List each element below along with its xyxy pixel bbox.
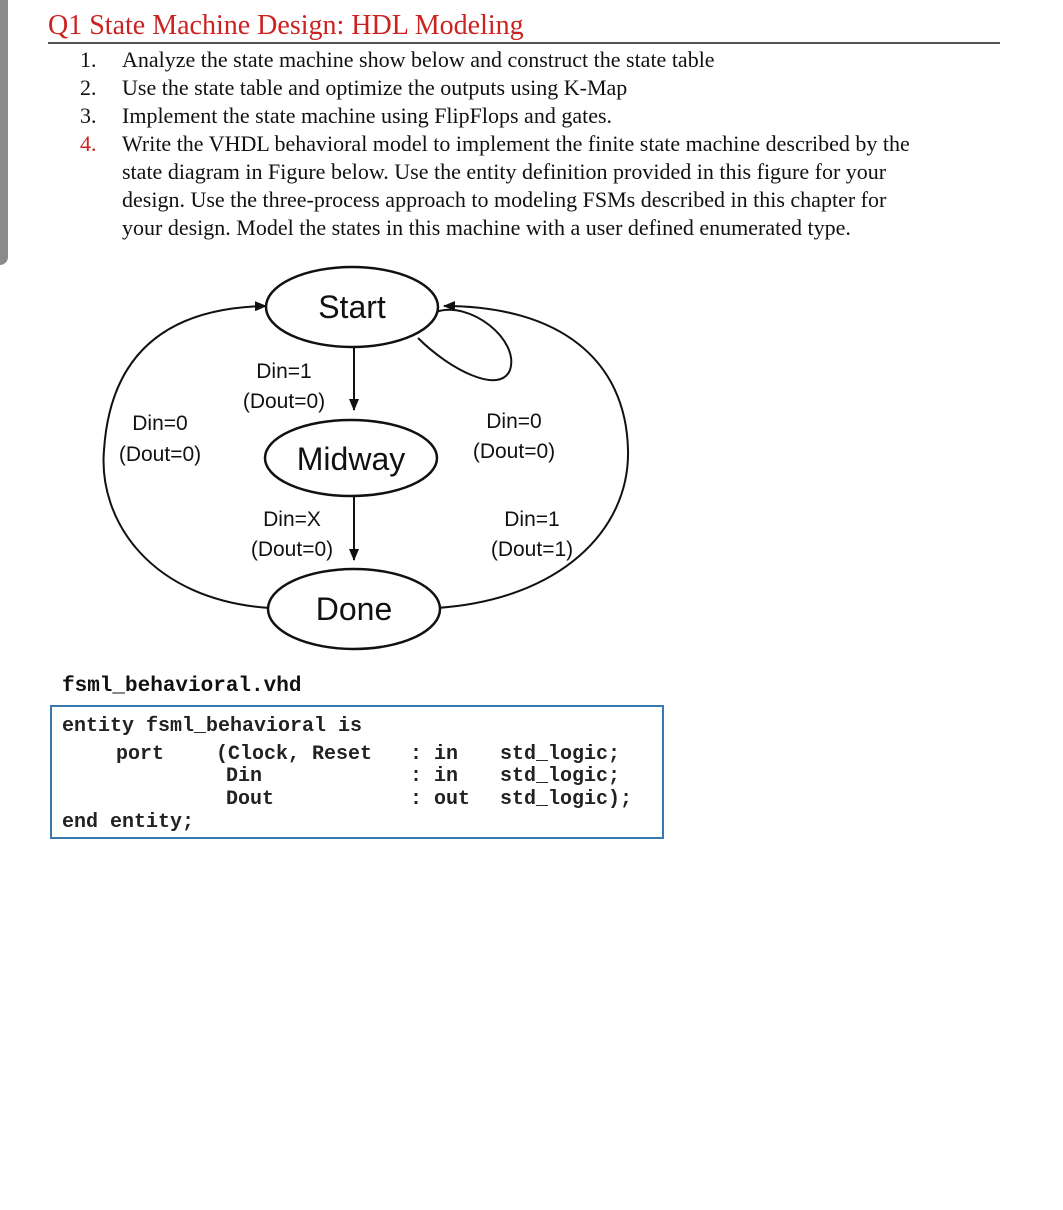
code-port-signal: Din (226, 765, 263, 788)
code-port-signal: (Clock, Reset (216, 743, 373, 766)
code-entity-line: entity fsml_behavioral is (62, 715, 363, 738)
task-item (72, 46, 1002, 74)
task-text-line: your design. Model the states in this machine with a user defined enumerated type. (122, 215, 851, 240)
task-text: Analyze the state machine show below and construct the state table (122, 47, 715, 72)
label-done-to-start-output: (Dout=1) (490, 538, 574, 561)
label-midway-to-start-input: Din=0 (132, 412, 188, 435)
task-text: Use the state table and optimize the outputs using K-Map (122, 75, 628, 100)
task-list (72, 46, 1002, 242)
label-start-to-midway-input: Din=1 (256, 360, 312, 383)
label-midway-to-done-output: (Dout=0) (250, 538, 334, 561)
code-port-direction: : in (410, 765, 459, 788)
state-start-label: Start (318, 289, 386, 325)
left-edge-bar (0, 0, 8, 265)
label-start-self-input: Din=0 (486, 410, 542, 433)
title-underline (48, 42, 1000, 44)
task-number: 2. (80, 75, 97, 100)
code-port-direction: : in (410, 743, 459, 766)
code-port-direction: : out (410, 788, 471, 811)
state-diagram (0, 250, 1063, 670)
task-number: 4. (80, 131, 97, 156)
code-end-line: end entity; (62, 811, 195, 834)
code-port-type: std_logic; (500, 765, 621, 788)
code-file-name: fsml_behavioral.vhd (62, 675, 302, 698)
state-midway-label: Midway (296, 441, 406, 477)
code-port-type: std_logic); (500, 788, 633, 811)
code-port-type: std_logic; (500, 743, 621, 766)
label-start-to-midway-output: (Dout=0) (242, 390, 326, 413)
task-text: Implement the state machine using FlipFlops and gates. (122, 103, 613, 128)
task-item (72, 74, 1002, 102)
task-text-line: design. Use the three-process approach to modeling FSMs described in this chapter for (122, 187, 887, 212)
task-item (72, 102, 1002, 130)
label-start-self-output: (Dout=0) (472, 440, 556, 463)
task-item (72, 130, 1002, 242)
label-midway-to-done-input: Din=X (263, 508, 321, 531)
label-done-to-start-input: Din=1 (504, 508, 560, 531)
task-number: 3. (80, 103, 97, 128)
task-text-line: Write the VHDL behavioral model to implement the finite state machine described by the (122, 131, 910, 156)
state-done-label: Done (315, 591, 393, 627)
page-title: Q1 State Machine Design: HDL Modeling (48, 10, 524, 41)
code-port-keyword: port (116, 743, 165, 766)
label-midway-to-start-output: (Dout=0) (118, 443, 202, 466)
task-text-line: state diagram in Figure below. Use the entity definition provided in this figure for your (122, 159, 887, 184)
task-number: 1. (80, 47, 97, 72)
code-port-signal: Dout (226, 788, 275, 811)
